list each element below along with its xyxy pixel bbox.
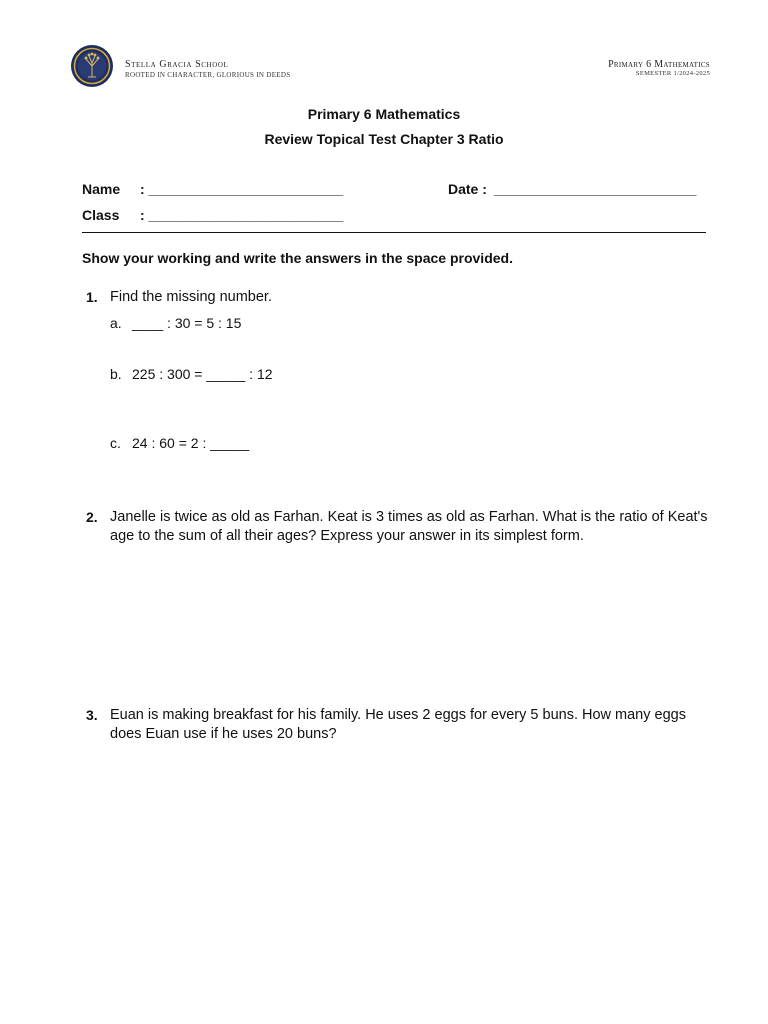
header-subject: Primary 6 Mathematics	[608, 59, 710, 70]
question-1a-text: ____ : 30 = 5 : 15	[132, 315, 242, 331]
name-field[interactable]: : _________________________	[140, 181, 344, 197]
school-motto: ROOTED IN CHARACTER, GLORIOUS IN DEEDS	[125, 71, 291, 79]
question-1b-label: b.	[110, 366, 122, 382]
date-label: Date :	[448, 181, 487, 197]
class-field[interactable]: : _________________________	[140, 207, 344, 223]
date-field[interactable]: __________________________	[494, 181, 697, 197]
question-2-text: Janelle is twice as old as Farhan. Keat is 3 times as old as Farhan. What is the ratio of Keat's age to the sum of all their ages? Express your answer in its simplest form.	[110, 509, 708, 544]
question-1a-label: a.	[110, 315, 122, 331]
class-label: Class	[82, 207, 120, 223]
page-subtitle: Review Topical Test Chapter 3 Ratio	[264, 131, 504, 147]
instructions: Show your working and write the answers in the space provided.	[82, 250, 513, 266]
header-semester: SEMESTER 1/2024-2025	[635, 70, 710, 77]
question-3-text: Euan is making breakfast for his family. He uses 2 eggs for every 5 buns. How many eggs does Euan use if he uses 20 buns?	[110, 707, 686, 742]
question-1b-text: 225 : 300 = _____ : 12	[132, 366, 273, 382]
page-title: Primary 6 Mathematics	[307, 106, 461, 122]
question-1-text: Find the missing number.	[110, 289, 272, 305]
question-3-number: 3.	[86, 707, 98, 723]
question-2-number: 2.	[86, 509, 98, 525]
name-label: Name	[82, 181, 121, 197]
header-divider	[82, 232, 706, 233]
question-1c-text: 24 : 60 = 2 : _____	[132, 435, 250, 451]
question-1c-label: c.	[110, 435, 121, 451]
page-header	[70, 44, 710, 88]
school-name: Stella Gracia School	[125, 59, 229, 70]
school-crest-logo	[70, 44, 114, 88]
question-1-number: 1.	[86, 289, 98, 305]
